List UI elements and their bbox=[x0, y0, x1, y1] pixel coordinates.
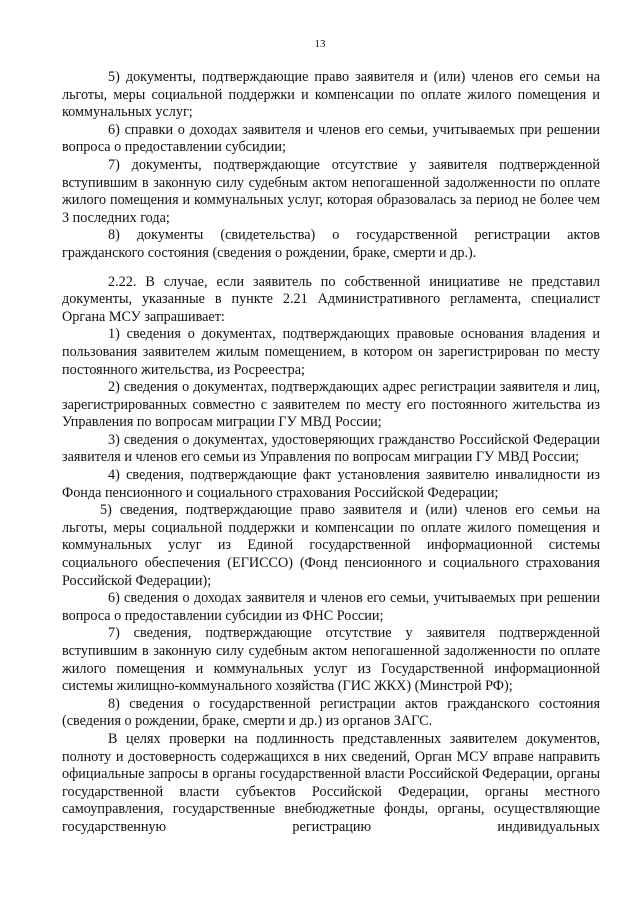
paragraph-2-21-item-6: 6) справки о доходах заявителя и членов его семьи, учитываемых при решении вопроса о предоставлении субсидии; bbox=[62, 121, 600, 156]
paragraph-2-21-item-5: 5) документы, подтверждающие право заявителя и (или) членов его семьи на льготы, меры социальной поддержки и компенсации по оплате жилого помещения и коммунальных услуг; bbox=[62, 69, 600, 121]
paragraph-2-22-item-7: 7) сведения, подтверждающие отсутствие у заявителя подтвержденной вступившим в законную силу судебным актом непогашенной задолженности по оплате жилого помещения и коммунальных услуг из Государственной информационной системы жилищно-коммунального хозяйства (ГИС ЖКХ) (Минстрой РФ); bbox=[62, 625, 600, 695]
paragraph-2-21-item-8: 8) документы (свидетельства) о государственной регистрации актов гражданского состояния (сведения о рождении, браке, смерти и др.). bbox=[62, 227, 600, 261]
paragraph-verification-requests: В целях проверки на подлинность представленных заявителем документов, полноту и достоверность содержащихся в них сведений, Орган МСУ вправе направить официальные запросы в органы государственной власти Российской Федерации, органы государственной власти субъектов Российской Федерации, органы местного самоуправления, государственные внебюджетные фонды, органы, осуществляющие государственную регистрацию индивидуальных bbox=[62, 730, 600, 835]
paragraph-2-22-item-3: 3) сведения о документах, удостоверяющих гражданство Российской Федерации заявителя и членов его семьи из Управления по вопросам миграции ГУ МВД России; bbox=[62, 431, 600, 466]
paragraph-2-22-intro: 2.22. В случае, если заявитель по собственной инициативе не представил документы, указанные в пункте 2.21 Административного регламента, специалист Органа МСУ запрашивает: bbox=[62, 273, 600, 325]
paragraph-2-22-item-1: 1) сведения о документах, подтверждающих правовые основания владения и пользования заявителем жилым помещением, в котором он зарегистрирован по месту постоянного жительства, из Росреестра; bbox=[62, 326, 600, 378]
paragraph-2-22-item-5: 5) сведения, подтверждающие право заявителя и (или) членов его семьи на льготы, меры социальной поддержки и компенсации по оплате жилого помещения и коммунальных услуг из Единой государственной информационной системы социального обеспечения (ЕГИССО) (Фонд пенсионного и социального страхования Российской Федерации); bbox=[62, 502, 600, 589]
paragraph-2-22-item-6: 6) сведения о доходах заявителя и членов его семьи, учитываемых при решении вопроса о предоставлении субсидии из ФНС России; bbox=[62, 590, 600, 624]
page-number: 13 bbox=[314, 38, 326, 50]
paragraph-2-21-item-7: 7) документы, подтверждающие отсутствие у заявителя подтвержденной вступившим в законную силу судебным актом непогашенной задолженности по оплате жилого помещения и коммунальных услуг, которая образовалась за период не более чем 3 последних года; bbox=[62, 156, 600, 226]
paragraph-2-22-item-2: 2) сведения о документах, подтверждающих адрес регистрации заявителя и лиц, зарегистрированных совместно с заявителем по месту его постоянного жительства из Управления по вопросам миграции ГУ МВД России; bbox=[62, 379, 600, 431]
paragraph-2-22-item-4: 4) сведения, подтверждающие факт установления заявителю инвалидности из Фонда пенсионного и социального страхования Российской Федерации; bbox=[62, 467, 600, 501]
document-body bbox=[62, 69, 600, 837]
paragraph-2-22-item-8: 8) сведения о государственной регистрации актов гражданского состояния (сведения о рождении, браке, смерти и др.) из органов ЗАГС. bbox=[62, 695, 600, 730]
